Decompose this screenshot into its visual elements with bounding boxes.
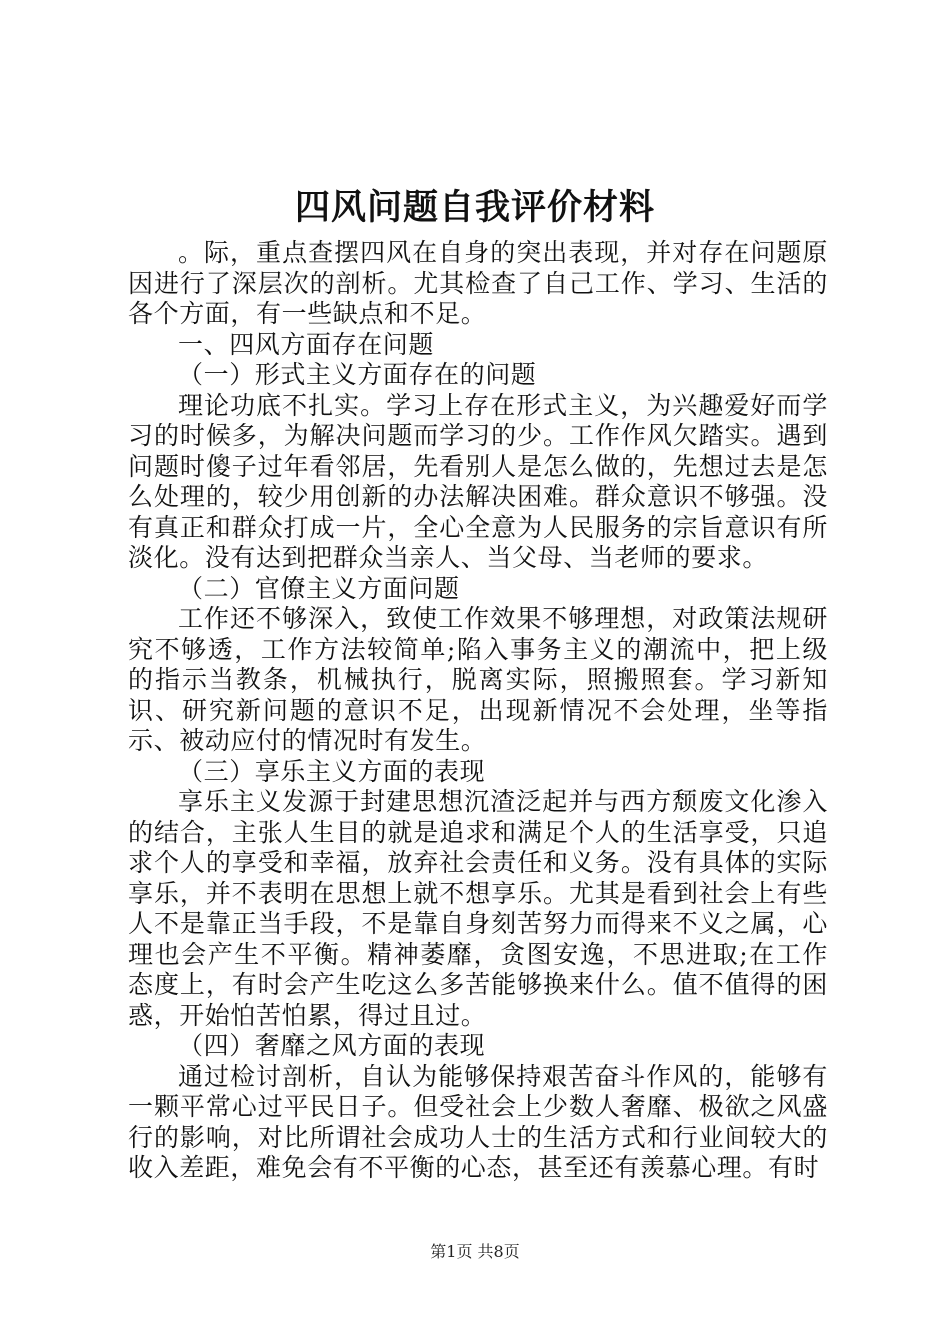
subsection-heading-hedonism: （三）享乐主义方面的表现: [178, 756, 486, 786]
paragraph-intro: 。际，重点查摆四风在自身的突出表现，并对存在问题原因进行了深层次的剖析。尤其检查了自己工作、学习、生活的各个方面，有一些缺点和不足。: [128, 238, 828, 328]
subsection-heading-formalism: （一）形式主义方面存在的问题: [178, 360, 537, 389]
page-footer: 第1页 共8页: [430, 1242, 520, 1261]
subsection-heading-extravagance: （四）奢靡之风方面的表现: [178, 1031, 486, 1060]
paragraph-bureaucracy: 工作还不够深入，致使工作效果不够理想，对政策法规研究不够透，工作方法较简单;陷入事务主义的潮流中，把上级的指示当教条，机械执行，脱离实际，照搬照套。学习新知识、研究新问题的意识不足，出现新情况不会处理，坐等指示、被动应付的情况时有发生。: [128, 604, 828, 755]
document-body: [128, 238, 828, 1184]
paragraph-formalism: 理论功底不扎实。学习上存在形式主义，为兴趣爱好而学习的时候多，为解决问题而学习的少。工作作风欠踏实。遇到问题时傻子过年看邻居，先看别人是怎么做的，先想过去是怎么处理的，较少用创新的办法解决困难。群众意识不够强。没有真正和群众打成一片，全心全意为人民服务的宗旨意识有所淡化。没有达到把群众当亲人、当父母、当老师的要求。: [128, 390, 828, 572]
paragraph-hedonism: 享乐主义发源于封建思想沉渣泛起并与西方颓废文化渗入的结合，主张人生目的就是追求和满足个人的生活享受，只追求个人的享受和幸福，放弃社会责任和义务。没有具体的实际享乐，并不表明在思想上就不想享乐。尤其是看到社会上有些人不是靠正当手段，不是靠自身刻苦努力而得来不义之属，心理也会产生不平衡。精神萎靡，贪图安逸，不思进取;在工作态度上，有时会产生吃这么多苦能够换来什么。值不值得的困惑，开始怕苦怕累，得过且过。: [128, 787, 828, 1030]
section-heading-1: 一、四风方面存在问题: [178, 329, 435, 359]
paragraph-extravagance: 通过检讨剖析，自认为能够保持艰苦奋斗作风的，能够有一颗平常心过平民日子。但受社会上少数人奢靡、极欲之风盛行的影响，对比所谓社会成功人士的生活方式和行业间较大的收入差距，难免会有不平衡的心态，甚至还有羡慕心理。有时: [128, 1061, 828, 1182]
document-title: 四风问题自我评价材料: [294, 187, 655, 228]
subsection-heading-bureaucracy: （二）官僚主义方面问题: [178, 573, 460, 603]
